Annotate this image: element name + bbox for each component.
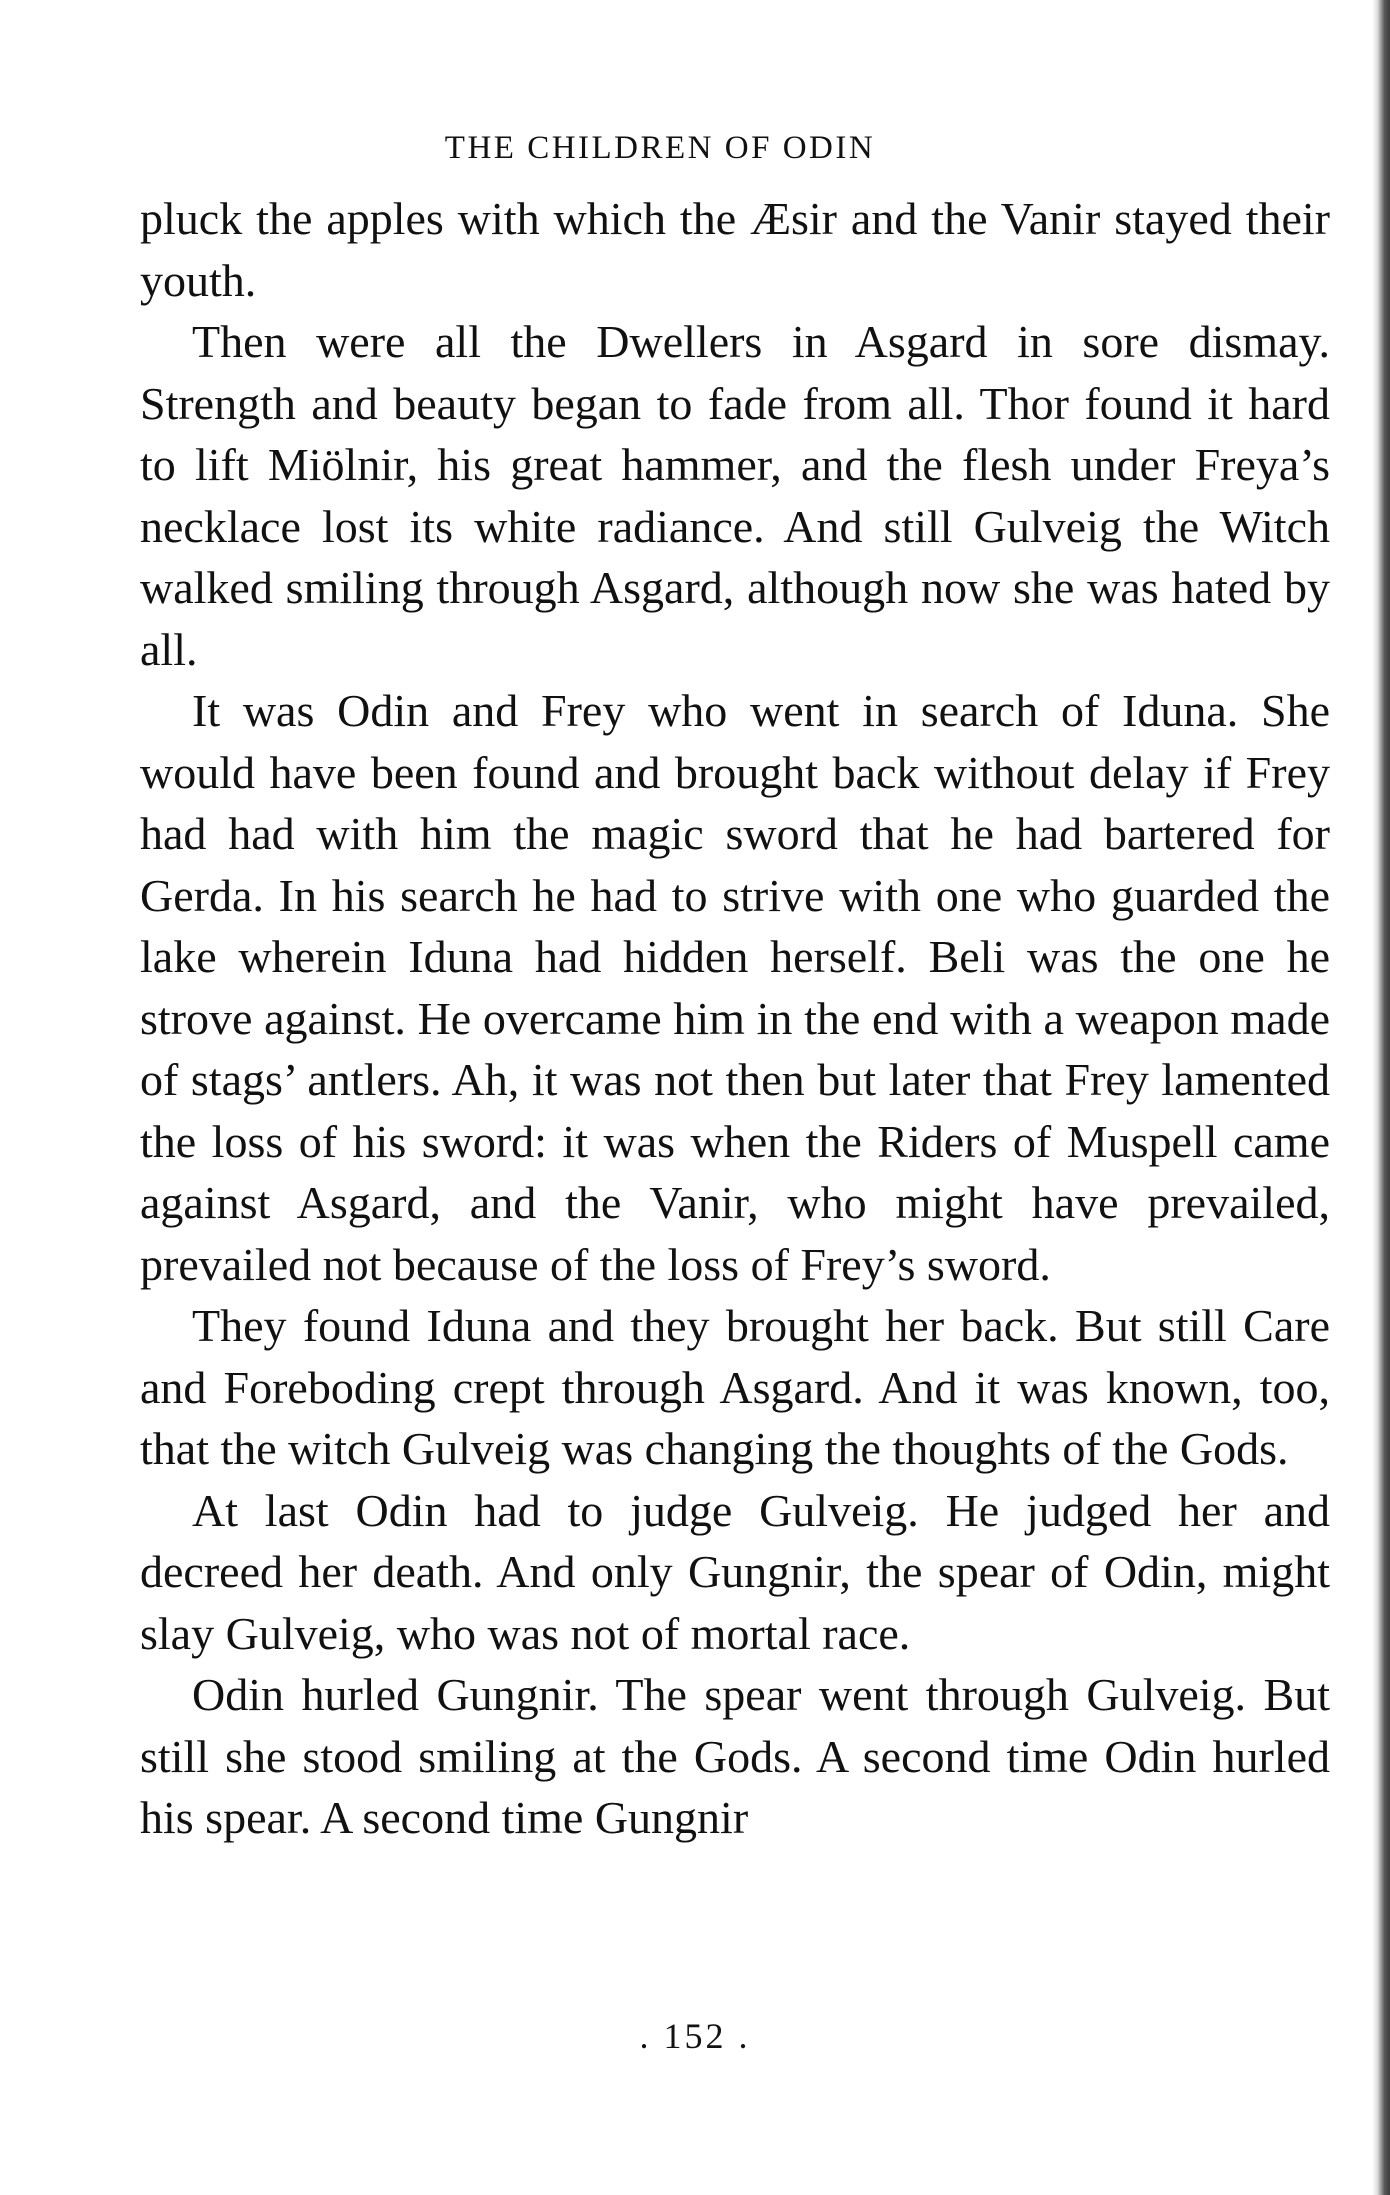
- paragraph: It was Odin and Frey who went in search of Iduna. She would have been found and brought back without delay if Frey had had with him the magic sword that he had bartered for Gerda. In his search he had to strive with one who guarded the lake wherein Iduna had hidden herself. Beli was the one he strove against. He overcame him in the end with a weapon made of stags’ antlers. Ah, it was not then but later that Frey lamented the loss of his sword: it was when the Riders of Muspell came against Asgard, and the Vanir, who might have prevailed, prevailed not because of the loss of Frey’s sword.: [140, 685, 1330, 1290]
- paragraph: At last Odin had to judge Gulveig. He judged her and decreed her death. And only Gungnir, the spear of Odin, might slay Gulveig, who was not of mortal race.: [140, 1484, 1330, 1659]
- running-head: THE CHILDREN OF ODIN: [444, 130, 876, 166]
- paragraph: Then were all the Dwellers in Asgard in sore dismay. Strength and beauty began to fade from all. Thor found it hard to lift Miölnir, his great hammer, and the flesh under Freya’s necklace lost its white radiance. And still Gulveig the Witch walked smiling through Asgard, although now she was hated by all.: [140, 316, 1330, 675]
- page-number: . 152 .: [639, 2016, 751, 2056]
- body-text: [140, 188, 1330, 1849]
- paragraph: Odin hurled Gungnir. The spear went through Gulveig. But still she stood smiling at the Gods. A second time Odin hurled his spear. A second time Gungnir: [140, 1669, 1330, 1843]
- paragraph: They found Iduna and they brought her back. But still Care and Foreboding crept through Asgard. And it was known, too, that the witch Gulveig was changing the thoughts of the Gods.: [140, 1300, 1330, 1474]
- page-edge-shadow: [1372, 0, 1390, 2195]
- paragraph-continued: pluck the apples with which the Æsir and the Vanir stayed their youth.: [140, 193, 1330, 306]
